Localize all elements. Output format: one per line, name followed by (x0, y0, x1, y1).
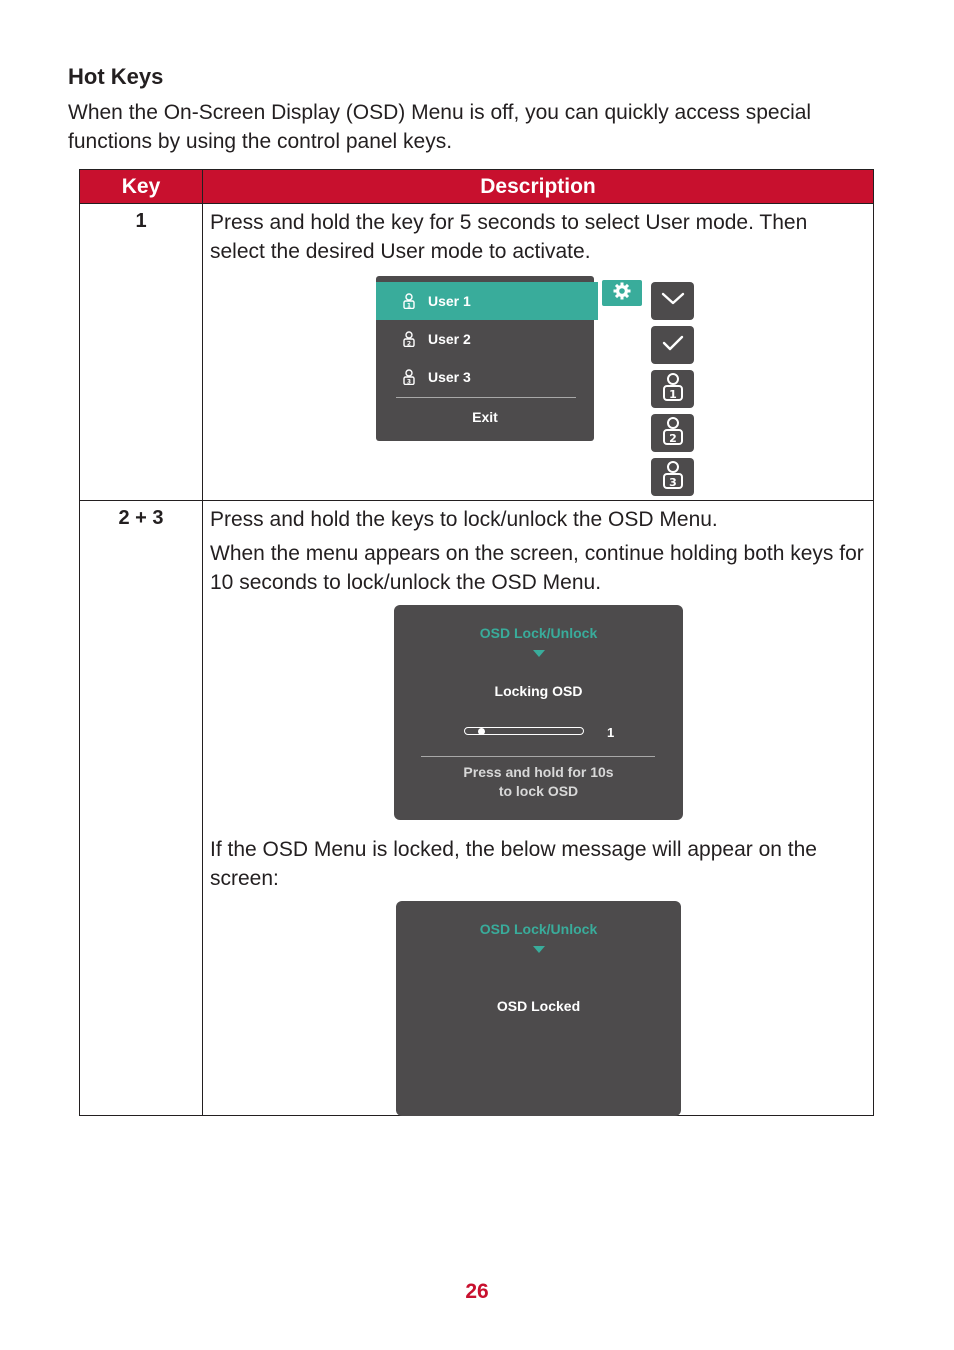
user-mode-menu (376, 276, 594, 441)
osd-lock-dialog (394, 605, 683, 820)
key-cell: 1 (80, 204, 203, 501)
user-2-icon (402, 331, 416, 347)
user-2-button[interactable] (651, 414, 694, 452)
user-3-icon (402, 369, 416, 385)
user-1-button[interactable] (651, 370, 694, 408)
description-cell (203, 204, 874, 501)
dialog-divider (421, 756, 655, 757)
table-header-row (80, 170, 874, 204)
user-2-icon (662, 416, 684, 451)
column-header-key: Key (80, 170, 203, 204)
arrow-down-icon (533, 650, 545, 657)
osd-lock-note (394, 763, 683, 801)
description-text-3: If the OSD Menu is locked, the below message will appear on the screen: (210, 838, 817, 890)
user-1-icon (402, 293, 416, 309)
hot-keys-table (79, 169, 874, 1116)
check-icon (662, 335, 684, 356)
menu-item-label: User 2 (428, 331, 471, 347)
description-text: Press and hold the key for 5 seconds to select User mode. Then select the desired User mode to activate. (210, 211, 808, 263)
description-cell (203, 501, 874, 1116)
osd-lock-title: OSD Lock/Unlock (479, 625, 598, 641)
chevron-down-icon (661, 292, 685, 311)
osd-locked-status: OSD Locked (496, 998, 581, 1014)
menu-item-label: User 1 (428, 293, 471, 309)
table-row (80, 204, 874, 501)
down-button[interactable] (651, 282, 694, 320)
column-header-description: Description (203, 170, 874, 204)
description-text-2: When the menu appears on the screen, continue holding both keys for 10 seconds to lock/unlock the OSD Menu. (210, 542, 864, 594)
description-text: Press and hold the keys to lock/unlock the OSD Menu. (210, 508, 718, 531)
svg-text:1: 1 (406, 302, 412, 309)
user-3-button[interactable] (651, 458, 694, 496)
confirm-button[interactable] (651, 326, 694, 364)
section-heading: Hot Keys (68, 64, 164, 89)
osd-locked-dialog (396, 901, 681, 1116)
osd-lock-note-line-1: Press and hold for 10s (463, 764, 614, 780)
arrow-down-icon (533, 946, 545, 953)
user-3-icon (662, 460, 684, 495)
hold-progress-value: 1 (607, 725, 615, 740)
gear-icon (613, 282, 631, 305)
osd-lock-status: Locking OSD (494, 683, 583, 699)
table-row (80, 501, 874, 1116)
svg-text:3: 3 (406, 378, 412, 385)
osd-locked-title: OSD Lock/Unlock (479, 921, 598, 937)
menu-exit-button[interactable]: Exit (472, 409, 498, 425)
svg-text:2: 2 (406, 340, 412, 347)
intro-paragraph: When the On-Screen Display (OSD) Menu is off, you can quickly access special functions by using the control panel keys. (68, 101, 812, 153)
hold-progress-knob (478, 728, 485, 735)
svg-text:2: 2 (668, 431, 677, 445)
menu-item-user-2[interactable] (376, 320, 594, 358)
key-cell: 2 + 3 (80, 501, 203, 1116)
menu-item-user-1[interactable] (376, 282, 598, 320)
svg-text:3: 3 (668, 475, 677, 489)
page-number: 26 (465, 1280, 489, 1303)
menu-item-label: User 3 (428, 369, 471, 385)
osd-lock-figure (210, 597, 865, 835)
settings-button[interactable] (602, 280, 642, 306)
osd-lock-note-line-2: to lock OSD (498, 783, 579, 799)
svg-text:1: 1 (668, 387, 677, 401)
user-1-icon (662, 372, 684, 407)
menu-item-user-3[interactable] (376, 358, 594, 396)
